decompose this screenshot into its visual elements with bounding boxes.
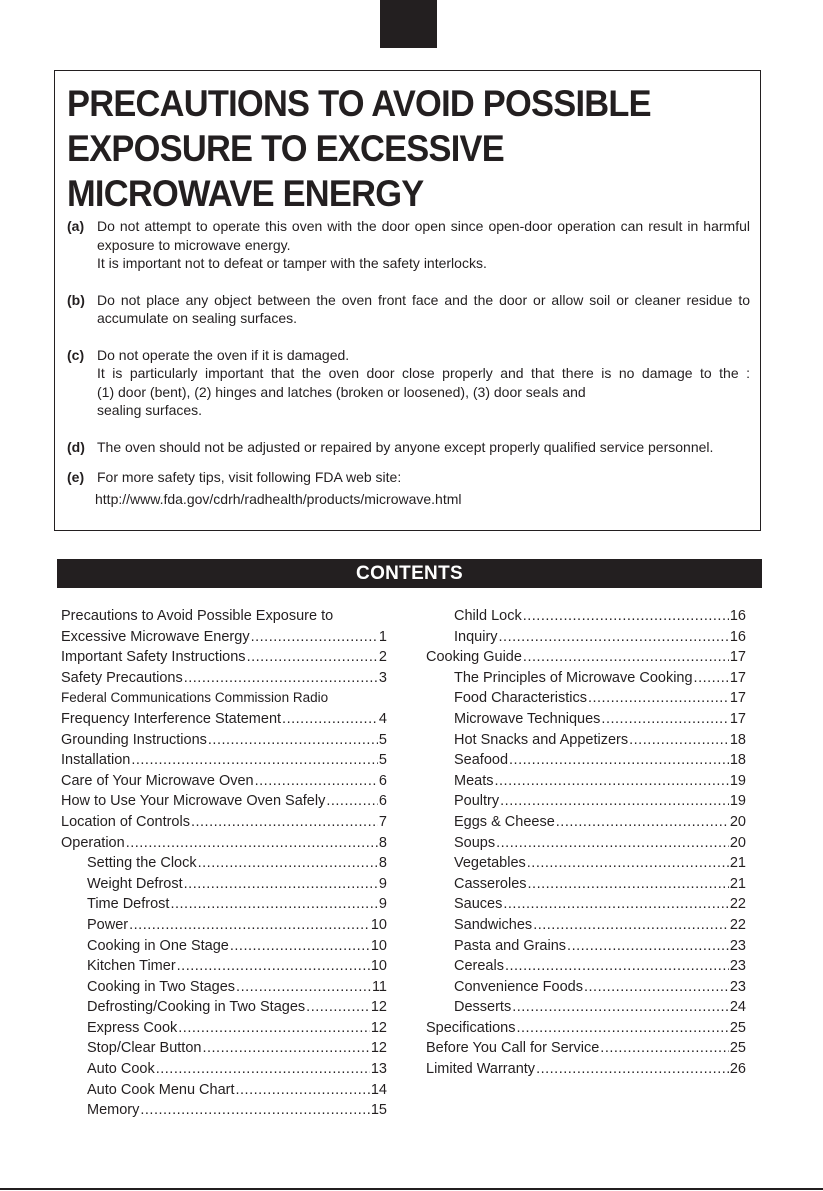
toc-leader-dots: [140, 1100, 369, 1121]
toc-entry[interactable]: [426, 853, 746, 874]
toc-entry[interactable]: [61, 730, 387, 751]
toc-entry[interactable]: [61, 915, 387, 936]
toc-page-number: 25: [729, 1040, 746, 1057]
toc-leader-dots: [536, 1059, 729, 1080]
toc-leader-dots: [247, 647, 378, 668]
toc-entry-title: Seafood: [454, 752, 509, 769]
item-text: The oven should not be adjusted or repaired by anyone except properly qualified service personnel.: [97, 438, 714, 455]
toc-page-number: 23: [729, 958, 746, 975]
precaution-item-e: [65, 468, 750, 508]
precautions-title: [67, 81, 651, 216]
toc-entry[interactable]: [426, 915, 746, 936]
toc-entry[interactable]: [426, 627, 746, 648]
toc-entry-title: Precautions to Avoid Possible Exposure to: [61, 608, 334, 624]
toc-entry-title: Child Lock: [454, 608, 522, 624]
toc-page-number: 2: [378, 649, 387, 666]
toc-leader-dots: [588, 688, 729, 709]
toc-page-number: 19: [729, 793, 746, 810]
toc-page-number: 3: [378, 669, 387, 686]
toc-leader-dots: [251, 627, 378, 648]
toc-page-number: 6: [378, 772, 387, 789]
toc-page-number: 6: [378, 793, 387, 810]
toc-entry[interactable]: [61, 791, 387, 812]
toc-leader-dots: [533, 915, 729, 936]
toc-entry[interactable]: [426, 1038, 746, 1059]
title-line: EXPOSURE TO EXCESSIVE: [67, 128, 504, 169]
toc-leader-dots: [601, 709, 728, 730]
toc-leader-dots: [503, 894, 728, 915]
toc-entry-title: Cooking Guide: [426, 649, 522, 666]
page-bottom-rule: [0, 1188, 823, 1190]
toc-leader-dots: [126, 833, 378, 854]
toc-entry-title: Hot Snacks and Appetizers: [454, 731, 629, 748]
toc-entry-title: The Principles of Microwave Cooking: [454, 669, 693, 686]
toc-entry-title: Cooking in Two Stages: [87, 978, 236, 995]
toc-page-number: 10: [370, 958, 387, 975]
toc-page-number: 16: [729, 628, 746, 645]
toc-leader-dots: [326, 791, 378, 812]
toc-page-number: 8: [378, 855, 387, 872]
toc-leader-dots: [177, 956, 370, 977]
toc-page-number: 14: [370, 1081, 387, 1098]
toc-entry-title: Stop/Clear Button: [87, 1040, 202, 1057]
toc-entry-title: Meats: [454, 772, 494, 789]
toc-entry-title: Care of Your Microwave Oven: [61, 772, 254, 789]
toc-entry-title: Location of Controls: [61, 813, 190, 830]
title-line: PRECAUTIONS TO AVOID POSSIBLE: [67, 83, 651, 124]
toc-page-number: 22: [729, 916, 746, 933]
item-label: (b): [67, 291, 85, 308]
toc-leader-dots: [236, 1080, 370, 1101]
toc-leader-dots: [512, 997, 729, 1018]
toc-entry[interactable]: [61, 936, 387, 957]
toc-entry-title: Installation: [61, 752, 131, 769]
toc-leader-dots: [170, 894, 377, 915]
toc-leader-dots: [129, 915, 370, 936]
item-text: (1) door (bent), (2) hinges and latches (broken or loosened), (3) door seals and: [97, 383, 586, 400]
toc-leader-dots: [202, 1038, 369, 1059]
toc-page-number: 4: [378, 710, 387, 727]
toc-page-number: 20: [729, 813, 746, 830]
toc-page-number: 11: [371, 978, 387, 995]
toc-page-number: 1: [378, 628, 387, 645]
toc-entry[interactable]: [61, 1038, 387, 1059]
toc-page-number: 23: [729, 937, 746, 954]
toc-entry-title: Eggs & Cheese: [454, 813, 555, 830]
toc-entry[interactable]: [426, 812, 746, 833]
toc-page-number: 13: [370, 1061, 387, 1078]
toc-entry[interactable]: [61, 894, 387, 915]
toc-entry-title: Specifications: [426, 1019, 516, 1036]
toc-leader-dots: [509, 750, 729, 771]
toc-page-number: 18: [729, 752, 746, 769]
toc-entry[interactable]: [61, 1059, 387, 1080]
toc-leader-dots: [236, 977, 371, 998]
toc-leader-dots: [527, 853, 729, 874]
toc-leader-dots: [255, 771, 378, 792]
toc-page-number: 17: [729, 669, 746, 686]
precaution-item-a: [65, 217, 750, 273]
precaution-list: [65, 217, 750, 508]
toc-page-number: 10: [370, 937, 387, 954]
toc-entry-title: Cereals: [454, 958, 504, 975]
toc-entry-title: Federal Communications Commission Radio: [61, 690, 329, 706]
toc-entry[interactable]: [61, 1080, 387, 1101]
toc-entry[interactable]: [426, 936, 746, 957]
toc-entry-title: Excessive Microwave Energy: [61, 628, 250, 645]
toc-entry-title: Setting the Clock: [87, 855, 197, 872]
toc-entry[interactable]: [426, 956, 746, 977]
toc-leader-dots: [282, 709, 378, 730]
toc-leader-dots: [496, 833, 729, 854]
title-line: MICROWAVE ENERGY: [67, 173, 424, 214]
toc-leader-dots: [499, 627, 729, 648]
toc-entry[interactable]: [61, 771, 387, 792]
toc-page-number: 21: [729, 855, 746, 872]
toc-entry-title: Auto Cook: [87, 1061, 155, 1078]
item-label: (c): [67, 346, 85, 363]
toc-entry[interactable]: [61, 668, 387, 689]
toc-entry[interactable]: [426, 730, 746, 751]
toc-entry[interactable]: [61, 647, 387, 668]
toc-leader-dots: [500, 791, 729, 812]
toc-entry-title: Food Characteristics: [454, 690, 587, 707]
toc-page-number: 12: [370, 1019, 387, 1036]
item-label: (e): [67, 469, 85, 485]
toc-entry[interactable]: [426, 750, 746, 771]
toc-entry-title: Desserts: [454, 999, 512, 1016]
toc-page-number: 8: [378, 834, 387, 851]
precaution-item-c: [65, 346, 750, 420]
toc-page-number: 7: [378, 813, 387, 830]
toc-entry[interactable]: [426, 688, 746, 709]
toc-entry[interactable]: [61, 750, 387, 771]
toc-entry-title: Soups: [454, 834, 496, 851]
toc-entry[interactable]: [61, 833, 387, 854]
toc-entry[interactable]: [61, 997, 387, 1018]
toc-entry[interactable]: [426, 771, 746, 792]
toc-leader-dots: [694, 668, 729, 689]
toc-entry[interactable]: [61, 1018, 387, 1039]
toc-page-number: 17: [729, 649, 746, 666]
item-text: For more safety tips, visit following FDA web site:: [97, 469, 402, 485]
toc-entry-title: Inquiry: [454, 628, 498, 645]
toc-entry-title: Time Defrost: [87, 896, 170, 913]
toc-page-number: 22: [729, 896, 746, 913]
toc-leader-dots: [230, 936, 370, 957]
toc-entry[interactable]: [61, 977, 387, 998]
toc-leader-dots: [556, 812, 729, 833]
toc-page-number: 25: [729, 1019, 746, 1036]
toc-entry-title: Cooking in One Stage: [87, 937, 229, 954]
toc-entry[interactable]: [426, 1059, 746, 1080]
toc-entry[interactable]: [426, 668, 746, 689]
toc-entry[interactable]: [426, 997, 746, 1018]
item-label: (d): [67, 438, 85, 455]
toc-leader-dots: [191, 812, 378, 833]
item-text: It is important not to defeat or tamper with the safety interlocks.: [97, 255, 487, 271]
toc-entry[interactable]: [61, 709, 387, 730]
toc-page-number: 5: [378, 731, 387, 748]
toc-leader-dots: [516, 1018, 728, 1039]
toc-entry[interactable]: [61, 956, 387, 977]
toc-leader-dots: [131, 750, 378, 771]
toc-entry[interactable]: [426, 977, 746, 998]
toc-entry-title: Casseroles: [454, 875, 527, 892]
precautions-box: [54, 70, 761, 531]
toc-entry-title: Microwave Techniques: [454, 710, 601, 727]
toc-leader-dots: [523, 647, 729, 668]
toc-entry[interactable]: [61, 606, 387, 627]
toc-leader-dots: [584, 977, 729, 998]
toc-page-number: 17: [729, 710, 746, 727]
toc-page-number: 20: [729, 834, 746, 851]
toc-entry[interactable]: [426, 874, 746, 895]
toc-entry-title: Kitchen Timer: [87, 958, 176, 975]
toc-entry[interactable]: [426, 709, 746, 730]
toc-page-number: 9: [378, 896, 387, 913]
precaution-item-b: [65, 291, 750, 328]
toc-entry-title: How to Use Your Microwave Oven Safely: [61, 793, 326, 810]
fda-website-link[interactable]: http://www.fda.gov/cdrh/radhealth/products/microwave.html: [95, 490, 462, 507]
toc-page-number: 12: [370, 1040, 387, 1057]
item-text: Do not place any object between the oven front face and the door or allow soil or cleaner residue to accumulate on sealing surfaces.: [97, 291, 750, 326]
toc-entry[interactable]: [61, 812, 387, 833]
toc-leader-dots: [156, 1059, 370, 1080]
toc-entry-title: Important Safety Instructions: [61, 649, 246, 666]
toc-entry[interactable]: [61, 853, 387, 874]
toc-entry-title: Power: [87, 916, 129, 933]
toc-right-column: [426, 606, 746, 1080]
toc-entry-title: Frequency Interference Statement: [61, 710, 282, 727]
toc-left-column: [61, 606, 387, 1121]
toc-page-number: 5: [378, 752, 387, 769]
toc-leader-dots: [306, 997, 370, 1018]
toc-entry-title: Poultry: [454, 793, 500, 810]
toc-entry[interactable]: [426, 791, 746, 812]
item-text: Do not attempt to operate this oven with the door open since open-door operation can result in harmful exposure to microwave energy.: [97, 218, 750, 253]
toc-entry[interactable]: [426, 1018, 746, 1039]
toc-page-number: 24: [729, 999, 746, 1016]
toc-page-number: 18: [729, 731, 746, 748]
precaution-item-d: [65, 438, 750, 457]
item-text: Do not operate the oven if it is damaged.: [97, 346, 350, 363]
toc-entry[interactable]: [426, 894, 746, 915]
toc-page-number: 12: [370, 999, 387, 1016]
toc-entry-title: Auto Cook Menu Chart: [87, 1081, 235, 1098]
toc-entry-title: Operation: [61, 834, 125, 851]
toc-leader-dots: [505, 956, 729, 977]
toc-page-number: 21: [729, 875, 746, 892]
toc-entry[interactable]: [61, 1100, 387, 1121]
toc-leader-dots: [629, 730, 729, 751]
toc-entry[interactable]: [61, 688, 387, 709]
section-tab-marker: [380, 0, 437, 48]
toc-entry-title: Pasta and Grains: [454, 937, 567, 954]
toc-entry[interactable]: [426, 606, 746, 627]
item-text: sealing surfaces.: [97, 402, 203, 418]
toc-entry-title: Convenience Foods: [454, 978, 583, 995]
toc-entry-title: Sauces: [454, 896, 503, 913]
toc-leader-dots: [528, 874, 729, 895]
toc-entry[interactable]: [426, 833, 746, 854]
toc-page-number: 16: [729, 608, 746, 624]
toc-entry-title: Before You Call for Service: [426, 1040, 600, 1057]
toc-entry-title: Weight Defrost: [87, 875, 183, 892]
item-text: It is particularly important that the oven door close properly and that there is no damage to the :: [97, 365, 750, 381]
toc-leader-dots: [495, 771, 729, 792]
toc-entry[interactable]: [61, 627, 387, 648]
toc-entry-title: Memory: [87, 1102, 140, 1119]
toc-entry-title: Defrosting/Cooking in Two Stages: [87, 999, 306, 1016]
toc-leader-dots: [198, 853, 378, 874]
item-label: (a): [67, 218, 85, 234]
toc-leader-dots: [208, 730, 378, 751]
toc-leader-dots: [184, 668, 378, 689]
toc-leader-dots: [523, 606, 729, 627]
toc-page-number: 23: [729, 978, 746, 995]
toc-leader-dots: [184, 874, 378, 895]
toc-leader-dots: [600, 1038, 729, 1059]
toc-entry-title: Sandwiches: [454, 916, 533, 933]
toc-entry-title: Safety Precautions: [61, 669, 183, 686]
toc-entry-title: Express Cook: [87, 1019, 178, 1036]
toc-entry-title: Grounding Instructions: [61, 731, 207, 748]
toc-page-number: 15: [370, 1102, 387, 1119]
toc-page-number: 10: [370, 916, 387, 933]
toc-page-number: 9: [378, 875, 387, 892]
toc-entry[interactable]: [426, 647, 746, 668]
toc-page-number: 19: [729, 772, 746, 789]
toc-page-number: 17: [729, 690, 746, 707]
toc-entry[interactable]: [61, 874, 387, 895]
toc-page-number: 26: [729, 1061, 746, 1078]
contents-heading: CONTENTS: [57, 559, 762, 588]
toc-entry-title: Limited Warranty: [426, 1061, 536, 1078]
toc-leader-dots: [178, 1018, 370, 1039]
toc-leader-dots: [567, 936, 729, 957]
toc-entry-title: Vegetables: [454, 855, 526, 872]
